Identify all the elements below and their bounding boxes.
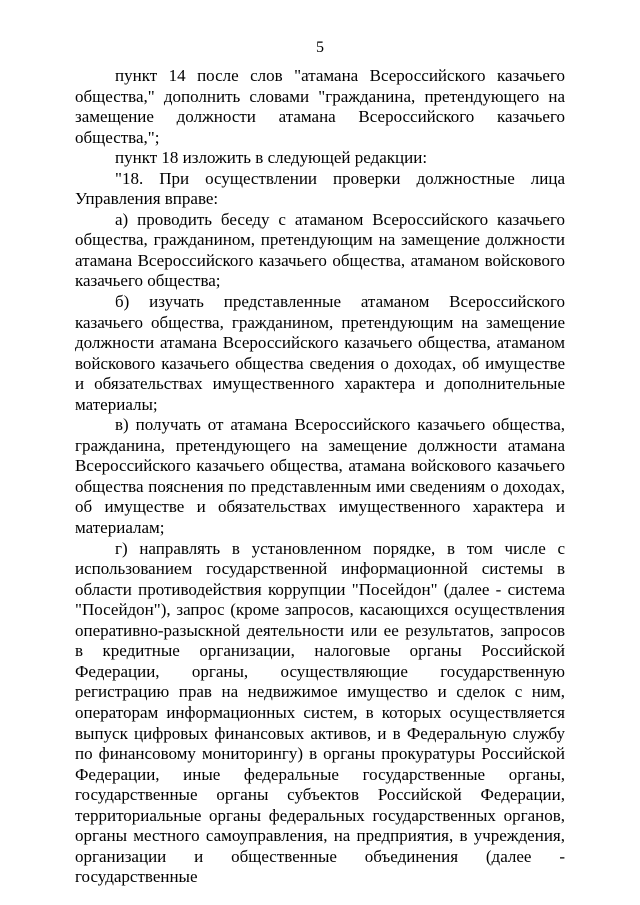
- paragraph-item-18-text: "18. При осуществлении проверки должностные лица Управления вправе:: [75, 168, 565, 209]
- paragraph-item-14-amendment: пункт 14 после слов "атамана Всероссийского казачьего общества," дополнить словами "гражданина, претендующего на замещение должности атамана Всероссийского казачьего общества,";: [75, 66, 565, 147]
- document-body: [75, 66, 565, 888]
- paragraph-subitem-b: б) изучать представленные атаманом Всероссийского казачьего общества, гражданином, претендующим на замещение должности атамана Всероссийского казачьего общества, атаманом войскового казачьего общества сведения о доходах, об имуществе и обязательствах имущественного характера и дополнительные материалы;: [75, 292, 565, 414]
- paragraph-subitem-g: г) направлять в установленном порядке, в том числе с использованием государственной информационной системы в области противодействия коррупции "Посейдон" (далее - система "Посейдон"), запрос (кроме запросов, касающихся осуществления оперативно-разыскной деятельности или ее результатов, запросов в кредитные организации, налоговые органы Российской Федерации, органы, осуществляющие государственную регистрацию прав на недвижимое имущество и сделок с ним, операторам информационных систем, в которых осуществляется выпуск цифровых финансовых активов, и в Федеральную службу по финансовому мониторингу) в органы прокуратуры Российской Федерации, иные федеральные государственные органы, государственные органы субъектов Российской Федерации, территориальные органы федеральных государственных органов, органы местного самоуправления, на предприятия, в учреждения, организации и общественные объединения (далее - государственные: [75, 538, 565, 887]
- paragraph-subitem-a: а) проводить беседу с атаманом Всероссийского казачьего общества, гражданином, претендующим на замещение должности атамана Всероссийского казачьего общества, атаманом войскового казачьего общества;: [75, 209, 565, 291]
- paragraph-subitem-v: в) получать от атамана Всероссийского казачьего общества, гражданина, претендующего на замещение должности атамана Всероссийского казачьего общества, атамана войскового казачьего общества пояснения по представленным ими сведениям о доходах, об имуществе и обязательствах имущественного характера и материалам;: [75, 415, 565, 538]
- page-number: 5: [316, 39, 324, 56]
- paragraph-item-18-intro: пункт 18 изложить в следующей редакции:: [115, 148, 428, 168]
